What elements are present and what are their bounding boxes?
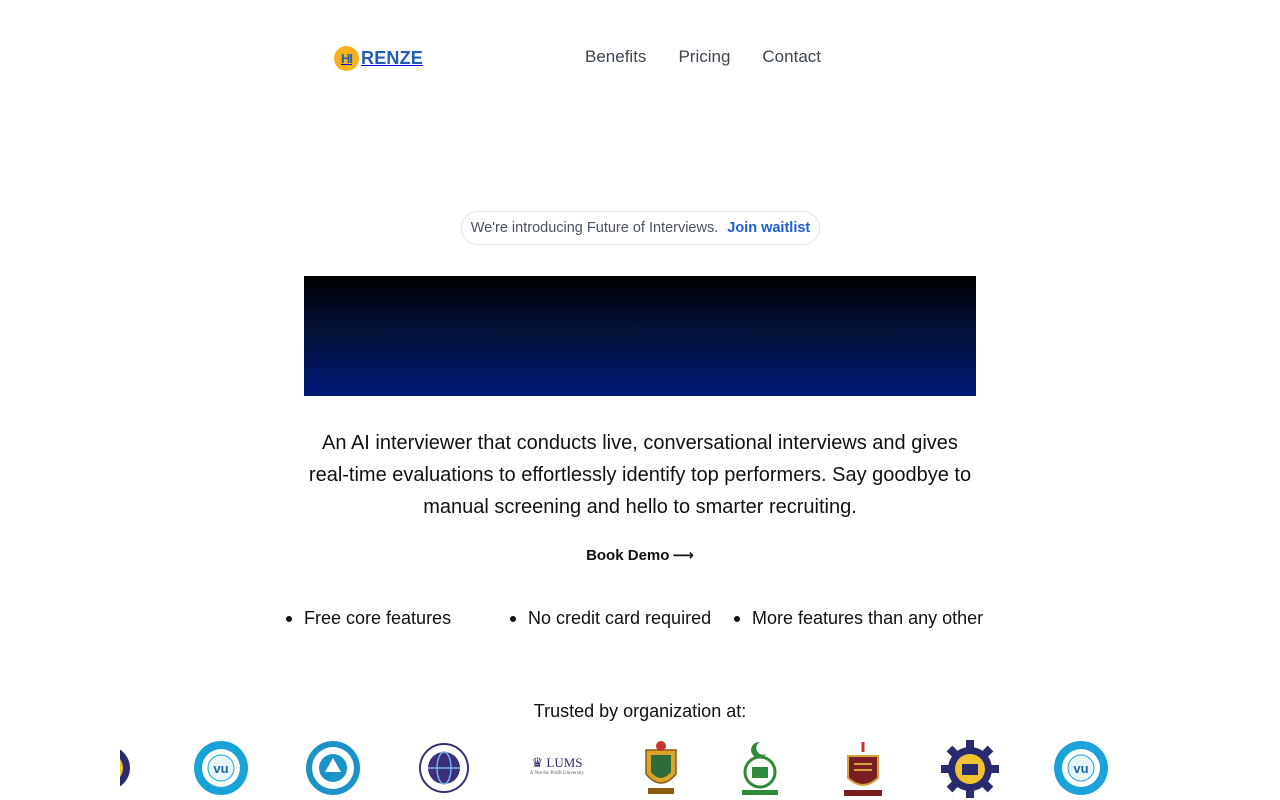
feature-item — [286, 608, 510, 629]
feature-list — [286, 608, 984, 629]
cta-row — [0, 546, 1280, 564]
government-university-seal-logo — [736, 740, 784, 798]
engineering-university-logo — [941, 740, 999, 798]
university-seal-logo — [305, 740, 361, 796]
svg-text:vu: vu — [213, 761, 229, 776]
hero-banner — [304, 276, 976, 396]
organization-logo-strip — [0, 738, 1280, 800]
lums-tagline: A Not for Profit University — [529, 771, 585, 776]
comsats-university-logo — [418, 740, 470, 796]
book-demo-label: Book Demo — [586, 547, 670, 564]
announcement-pill — [461, 211, 820, 245]
feature-label: No credit card required — [528, 608, 712, 628]
logo-wordmark: RENZE — [361, 47, 424, 68]
feature-label: Free core features — [304, 608, 452, 628]
engineering-university-logo-partial — [92, 740, 138, 796]
join-waitlist-link[interactable]: Join waitlist — [727, 220, 811, 236]
lums-crest-icon: ♛ — [531, 755, 544, 770]
virtual-university-logo — [1053, 740, 1109, 796]
main-nav — [585, 46, 821, 68]
feature-label: More features than any other — [752, 608, 984, 628]
feature-item — [510, 608, 734, 629]
announcement-text: We're introducing Future of Interviews. — [470, 220, 719, 236]
book-demo-link[interactable] — [586, 547, 694, 564]
feature-item — [734, 608, 984, 629]
bullet-icon — [286, 616, 292, 622]
bullet-icon — [510, 616, 516, 622]
college-shield-logo — [840, 740, 886, 798]
nav-contact-link[interactable]: Contact — [762, 47, 821, 66]
lums-wordmark: LUMS — [546, 755, 583, 770]
hero-description: An AI interviewer that conducts live, conversational interviews and gives real-time evaluations to effortlessly identify top performers. Say goodbye to manual screening and hello to smarter recruiting. — [308, 432, 972, 518]
lums-logo — [528, 756, 586, 777]
arrow-right-icon: ⟶ — [672, 547, 694, 564]
brand-logo[interactable] — [334, 44, 423, 72]
virtual-university-logo — [193, 740, 249, 796]
trusted-heading: Trusted by organization at: — [533, 701, 747, 721]
svg-text:vu: vu — [1073, 761, 1089, 776]
logo-badge-icon: HI — [334, 46, 359, 71]
bullet-icon — [734, 616, 740, 622]
nav-pricing-link[interactable]: Pricing — [678, 47, 731, 66]
nav-benefits-link[interactable]: Benefits — [585, 47, 647, 66]
punjab-university-crest-logo — [640, 740, 682, 798]
